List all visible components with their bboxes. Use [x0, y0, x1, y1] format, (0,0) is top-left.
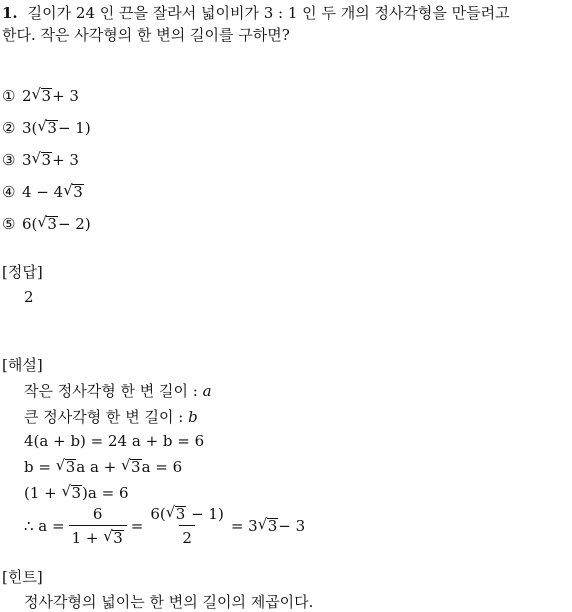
therefore-symbol: ∴ a = — [24, 517, 65, 535]
choice-4[interactable]: ④ 4 − 4 √ 3 — [2, 181, 83, 201]
answer-value: 2 — [24, 288, 34, 306]
hint-label: [힌트] — [2, 568, 43, 586]
sqrt-symbol: √ 3 — [165, 503, 186, 523]
question-text-1: 길이가 24 인 끈을 잘라서 넓이비가 3 : 1 인 두 개의 정사각형을 만들려고 — [27, 4, 510, 22]
question-line-1 — [2, 3, 510, 23]
choice-2[interactable]: ② 3( √ 3 − 1) — [2, 117, 91, 137]
sqrt-symbol: √ 3 — [121, 456, 141, 476]
sqrt-symbol: √ 3 — [37, 117, 57, 137]
sqrt-symbol: √ 3 — [37, 213, 57, 233]
question-text-2: 한다. 작은 사각형의 한 변의 길이를 구하면? — [2, 26, 290, 44]
explanation-line-2: 큰 정사각형 한 변 길이 : b — [24, 408, 198, 426]
choice-marker: ③ — [2, 151, 16, 169]
sqrt-symbol: √ 3 — [61, 482, 82, 502]
explanation-line-1: 작은 정사각형 한 변 길이 : a — [24, 382, 212, 400]
answer-label: [정답] — [2, 263, 43, 281]
choice-marker: ② — [2, 119, 16, 137]
sqrt-symbol: √ 3 — [55, 456, 76, 476]
choice-marker: ④ — [2, 183, 16, 201]
choice-marker: ⑤ — [2, 215, 16, 233]
question-line-2 — [2, 25, 290, 45]
explanation-line-4: b = √ 3a a + √ 3a = 6 — [24, 456, 183, 476]
sqrt-symbol: √ 3 — [31, 149, 52, 169]
sqrt-symbol: √ 3 — [63, 181, 83, 201]
choice-marker: ① — [2, 87, 16, 105]
fraction-2: 6( √ 3 − 1) 2 — [150, 503, 224, 547]
explanation-line-3: 4(a + b) = 24 a + b = 6 — [24, 432, 205, 450]
question-number: 1. — [2, 4, 18, 22]
explanation-label: [해설] — [2, 356, 43, 374]
sqrt-symbol: √ 3 — [31, 85, 52, 105]
choice-1[interactable]: ① 2 √ 3 + 3 — [2, 85, 79, 105]
fraction-1: 6 1 + √ 3 — [69, 505, 127, 547]
choice-5[interactable]: ⑤ 6( √ 3 − 2) — [2, 213, 91, 233]
hint-text: 정사각형의 넓이는 한 변의 길이의 제곱이다. — [24, 593, 314, 611]
explanation-line-5: (1 + √ 3)a = 6 — [24, 482, 129, 502]
explanation-line-6: ∴ a = 6 1 + √ 3 = 6( √ 3 − 1) 2 = 3 √ 3 − 3 — [24, 503, 306, 547]
choice-3[interactable]: ③ 3 √ 3 + 3 — [2, 149, 79, 169]
sqrt-symbol: √ 3 — [103, 527, 123, 547]
sqrt-symbol: √ 3 — [257, 515, 278, 535]
